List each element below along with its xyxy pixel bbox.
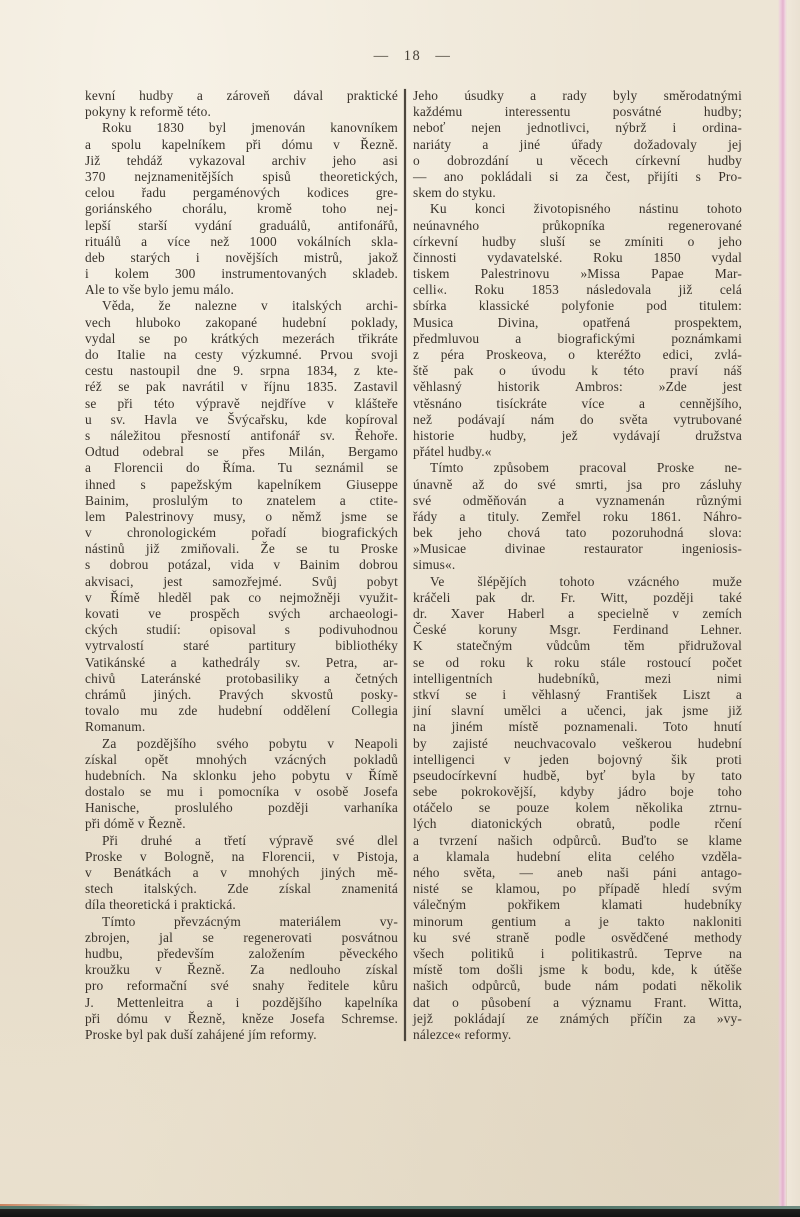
text-line: goriánského chorálu, kromě toho nej- — [85, 201, 398, 217]
text-line: dr. Xaver Haberl a specielně v zemích — [413, 606, 742, 621]
text-line: dostalo se mu i pomocníka v osobě Josefa — [85, 784, 398, 800]
text-line: Již tehdáž vykazoval archiv jeho asi — [85, 152, 398, 168]
text-line: Ku konci životopisného nástinu tohoto — [430, 201, 742, 217]
text-line: Vatikánské a kathedrály sv. Petra, ar- — [85, 654, 398, 670]
text-line: a spolu kapelníkem při dómu v Řezně. — [85, 136, 398, 152]
text-line: nisté se klamou, po případě hledí svým — [413, 881, 742, 897]
text-line: České koruny Msgr. Ferdinand Lehner. — [413, 622, 742, 638]
text-line: Ve šlépějích tohoto vzácného muže — [430, 573, 742, 589]
text-line: válečným pokřikem klamati hudebníky — [413, 897, 742, 913]
text-line: v Římě hleděl pak co nejmožněji využit- — [85, 589, 398, 605]
text-line: pro reformační své snahy ředitele kůru — [85, 978, 398, 994]
bottom-dark-scan-band — [0, 1209, 800, 1217]
text-line: Za pozdějšího svého pobytu v Neapoli — [102, 735, 398, 751]
text-line: ckých studií: opisoval s podivuhodnou — [85, 622, 398, 638]
text-line: Věda, že nalezne v italských archi- — [102, 298, 398, 314]
text-line: věhlasný historik Ambros: »Zde jest — [413, 379, 742, 395]
text-line: hudebních. Na sklonku jeho pobytu v Římě — [85, 767, 398, 783]
text-line: lých diatonických obratů, podle rčení — [413, 816, 742, 832]
text-line: díla theoretická i praktická. — [85, 897, 236, 913]
text-line: by zajisté neuchvacovalo veškerou hudební — [413, 735, 742, 751]
text-line: J. Mettenleitra a i pozdějšího kapelníka — [85, 994, 398, 1010]
text-line: činnosti vydavatelské. Roku 1850 vydal — [413, 249, 742, 265]
text-line: a Florencii do Říma. Tu seznámil se — [85, 460, 398, 476]
text-line: Romanum. — [85, 719, 146, 735]
text-line: ku své straně podle osvědčené methody — [413, 929, 742, 945]
text-line: sbírka klassické polyfonie pod titulem: — [413, 298, 742, 314]
page-number-header: — 18 — — [373, 48, 452, 64]
text-line: únavně až do své smrti, jsa pro zásluhy — [413, 476, 742, 492]
text-line: K statečným vůdcům těm přidružoval — [413, 638, 742, 654]
text-line: jejž pokládají ze známých příčin za »vy- — [413, 1010, 742, 1026]
text-line: Tímto převzácným materiálem vy- — [102, 913, 398, 929]
text-line: získal opět mnohých vzácných pokladů — [85, 751, 398, 767]
text-line: deb starých i novějších mistrů, jakož — [85, 249, 398, 265]
text-line: ihned s papežským kapelníkem Giuseppe — [85, 476, 398, 492]
text-line: intelligentních hudebníků, mezi nimi — [413, 670, 742, 686]
text-line: Roku 1830 byl jmenován kanovníkem — [102, 120, 398, 136]
text-line: minorum gentium a je takto nakloniti — [413, 913, 742, 929]
text-line: 370 nejznamenitějších spisů theoretických, — [85, 168, 398, 184]
text-line: v Benátkách a v mnohých jiných mě- — [85, 865, 398, 880]
text-line: Tímto způsobem pracoval Proske ne- — [430, 460, 742, 476]
right-text-column — [413, 88, 742, 1043]
text-line: skem do styku. — [413, 185, 496, 201]
text-line: předmluvou a biografickými poznámkami — [413, 330, 742, 346]
text-line: Proske v Bologně, na Florencii, v Pistoja, — [85, 848, 398, 864]
text-line: vytrvalostí staré partitury bibliothéky — [85, 638, 398, 654]
text-line: se od roku k roku stále rostoucí počet — [413, 654, 742, 670]
text-line: s náležitou přesností antifonář sv. Řehoře. — [85, 427, 398, 443]
text-line: »Musicae divinae restaurator ingeniosis- — [413, 541, 742, 557]
text-line: bek jeho chová tato pozoruhodná slova: — [413, 525, 742, 541]
page-right-margin-edge — [787, 0, 800, 1209]
text-line: pokyny k reformě této. — [85, 104, 212, 120]
text-line: místě tom došli jsme k bodu, kde, k útěše — [413, 962, 742, 978]
column-divider-rule — [404, 89, 406, 1041]
text-line: i kolem 300 instrumentovaných skladeb. — [85, 266, 398, 282]
text-line: církevní hudby sluší se zmíniti o jeho — [413, 233, 742, 249]
text-line: každému interessentu posvátné hudby; — [413, 104, 742, 120]
text-line: Při druhé a třetí výpravě své dlel — [102, 832, 398, 848]
text-line: stech italských. Zde získal znamenitá — [85, 881, 398, 897]
text-line: kevní hudby a zároveň dával praktické — [85, 88, 398, 103]
text-line: než podávají nám do světa vytrubované — [413, 411, 742, 427]
text-line: stkví se i věhlasný František Liszt a — [413, 686, 742, 702]
text-line: našich odpůrců, bude nám podati několik — [413, 978, 742, 994]
text-line: hudbu, především založením pěveckého — [85, 945, 398, 961]
text-line: tiskem Palestrinovu »Missa Papae Mar- — [413, 266, 742, 282]
text-block — [85, 88, 742, 1043]
text-line: kroužku v Řezně. Za nedlouho získal — [85, 962, 398, 978]
text-line: s dobrou potázal, vida v Bainim dobrou — [85, 557, 398, 573]
text-line: chrámů jiných. Pravých skvostů posky- — [85, 686, 398, 702]
text-line: celli«. Roku 1853 následovala již celá — [413, 282, 742, 298]
text-line: simus«. — [413, 557, 456, 573]
text-line: vech hluboko zakopané hudební poklady, — [85, 314, 398, 330]
text-line: réž se pak navrátil v říjnu 1835. Zastavil — [85, 379, 398, 395]
text-line: a tvrzení našich odpůrců. Buďto se klame — [413, 832, 742, 848]
text-line: lem Palestrinovy musy, o němž jsme se — [85, 508, 398, 524]
text-line: o dobrozdání u věcech církevní hudby — [413, 152, 742, 168]
text-line: Jeho úsudky a rady byly směrodatnými — [413, 88, 742, 103]
text-line: — ano pokládali si za čest, přijíti s Pro- — [413, 168, 742, 184]
text-line: historie hudby, jež vydávají družstva — [413, 427, 742, 443]
text-line: všech politiků i politikastrů. Teprve na — [413, 945, 742, 961]
text-line: u sv. Havla ve Švýcařsku, kde kopíroval — [85, 411, 398, 427]
text-line: neúnavného průkopníka regenerované — [413, 217, 742, 233]
text-line: nálezce« reformy. — [413, 1026, 512, 1042]
text-line: pseudocírkevní hudbě, byť byla by tato — [413, 767, 742, 783]
text-line: nariáty a jiné úřady dožadovaly jej — [413, 136, 742, 152]
text-line: své odměňován a vyznamenán různými — [413, 492, 742, 508]
text-line: intelligenci v jeden bojovný šik proti — [413, 751, 742, 767]
text-line: při dómě v Řezně. — [85, 816, 186, 832]
text-line: z péra Proskeova, o kteréžto edici, zvlá- — [413, 347, 742, 362]
text-line: Odtud odebral se přes Milán, Bergamo — [85, 444, 398, 460]
text-line: Hanische, proslulého později varhaníka — [85, 800, 398, 816]
text-line: Bainim, proslulým to znatelem a ctite- — [85, 492, 398, 508]
text-line: akvisaci, jest samozřejmé. Svůj pobyt — [85, 573, 398, 589]
text-line: přátel hudby.« — [413, 444, 492, 460]
text-line: celou řadu pergaménových kodices gre- — [85, 185, 398, 201]
text-line: otáčelo se pouze kolem několika ztrnu- — [413, 800, 742, 816]
page-edge-pink-stripe — [778, 0, 787, 1209]
text-line: chivů Lateránské protobasiliky a četných — [85, 670, 398, 686]
text-line: v chronologickém pořadí biografických — [85, 525, 398, 541]
text-line: dat o působení a významu Frant. Witta, — [413, 994, 742, 1010]
text-line: tovalo mu zde hudební oddělení Collegia — [85, 703, 398, 719]
text-line: zbrojen, jal se regenerovati posvátnou — [85, 929, 398, 945]
text-line: se při této výpravě nejdříve v klášteře — [85, 395, 398, 411]
text-line: cestu nastoupil dne 9. srpna 1834, z kte- — [85, 363, 398, 379]
text-line: při dómu v Řezně, kněze Josefa Schremse. — [85, 1010, 398, 1026]
text-line: lepší starší vydání graduálů, antifonářů, — [85, 217, 398, 233]
text-line: řády a tituly. Zemřel roku 1861. Náhro- — [413, 508, 742, 524]
text-line: jiní slavní umělci a učenci, jak jsme již — [413, 703, 742, 719]
text-line: a klamala hudební elita celého vzděla- — [413, 848, 742, 864]
text-line: rituálů a více než 1000 vokálních skla- — [85, 233, 398, 249]
text-line: Musica Divina, opatřená prospektem, — [413, 314, 742, 330]
text-line: na jiném místě poznamenali. Toto hnutí — [413, 719, 742, 735]
text-line: do Italie na cesty výzkumné. Prvou svoji — [85, 347, 398, 362]
text-line: ště pak o úvodu k této praví náš — [413, 363, 742, 379]
text-line: Ale to vše bylo jemu málo. — [85, 282, 234, 298]
text-line: neboť nejen jednotlivci, nýbrž i ordina- — [413, 120, 742, 136]
text-line: kráčeli pak dr. Fr. Witt, později také — [413, 589, 742, 605]
text-line: ného světa, — aneb naši páni antago- — [413, 865, 742, 880]
text-line: vtěsnáno tisíckráte více a cennějšího, — [413, 395, 742, 411]
text-line: vydal se po krátkých mezerách třikráte — [85, 330, 398, 346]
left-text-column — [85, 88, 398, 1043]
text-line: nástinů již zmiňovali. Že se tu Proske — [85, 541, 398, 557]
text-line: sebe pokrokovější, kdyby jádro boje toho — [413, 784, 742, 800]
text-line: kovati ve prospěch svých archaeologi- — [85, 606, 398, 621]
text-line: Proske byl pak duší zahájené jím reformy. — [85, 1026, 317, 1042]
